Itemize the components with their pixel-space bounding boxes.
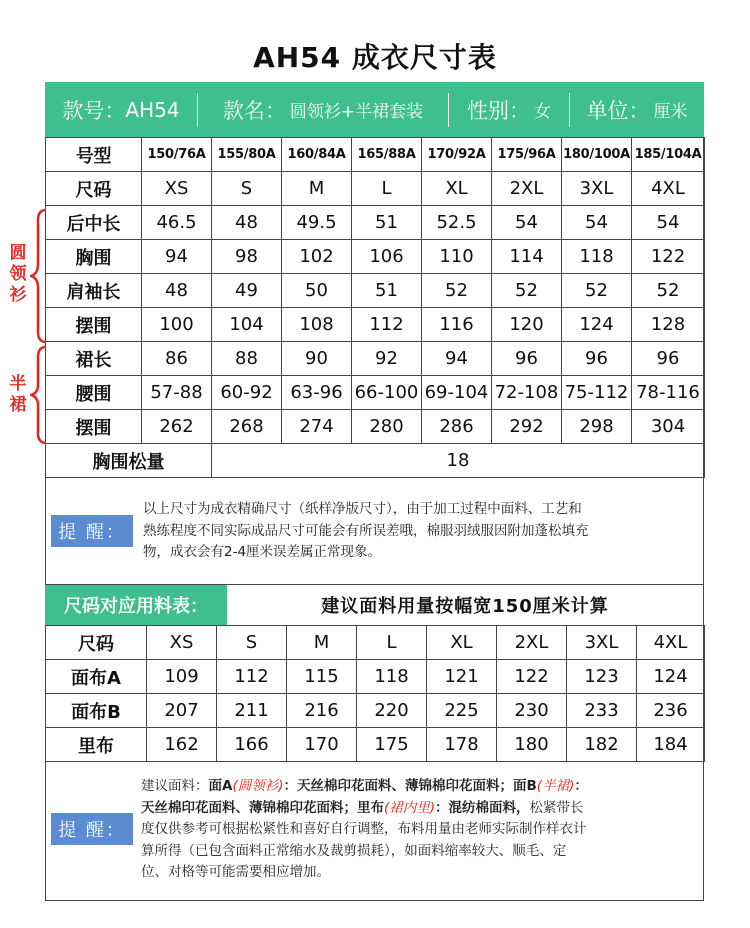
row-label: 面布B [46,694,147,728]
top-garment-label [8,243,28,306]
value-cell: 96 [492,342,562,376]
text-span: 天丝棉印花面料、薄锦棉印花面料；里布 [141,799,384,816]
value-cell: 121 [427,660,497,694]
side-char: 领 [9,264,27,284]
size-cell: XL [422,172,492,206]
model-cell: 185/104A [632,138,705,172]
value-cell: 124 [637,660,705,694]
value-cell: 286 [422,410,492,444]
size-table [45,137,705,478]
text-span: (半裙) [536,778,575,794]
text-span: ：混纺棉面料， [435,799,530,816]
top-brace-icon [30,208,48,344]
row-label: 里布 [46,728,147,762]
model-cell: 155/80A [212,138,282,172]
value-cell: 180 [497,728,567,762]
reminder-badge: 提 醒： [51,813,133,845]
size-cell: L [357,626,427,660]
value-cell: 304 [632,410,705,444]
row-label: 面布A [46,660,147,694]
value-cell: 122 [497,660,567,694]
size-cell: XS [142,172,212,206]
text-span: 面A [208,778,233,794]
value-cell: 52 [562,274,632,308]
side-char: 半 [9,374,27,394]
value-cell: 49 [212,274,282,308]
reminder-text [143,499,699,564]
value-cell: 52 [492,274,562,308]
value-cell: 90 [282,342,352,376]
value-cell: 66-100 [352,376,422,410]
style-name-value: 圆领衫+半裙套装 [289,102,424,122]
value-cell: 51 [352,274,422,308]
text-span: (裙内里) [384,799,436,816]
model-cell: 165/88A [352,138,422,172]
value-cell: 52 [632,274,705,308]
value-cell: 102 [282,240,352,274]
side-char: 裙 [9,395,27,415]
row-label: 后中长 [46,206,142,240]
value-cell: 63-96 [282,376,352,410]
value-cell: 178 [427,728,497,762]
measure-row-bust [46,240,705,274]
size-cell: 2XL [492,172,562,206]
reminder-line [141,776,701,798]
text-span: (圆领衫) [232,778,284,794]
value-cell: 51 [352,206,422,240]
bottom-garment-label [8,374,28,416]
value-cell: 225 [427,694,497,728]
value-cell: 69-104 [422,376,492,410]
value-cell: 96 [562,342,632,376]
value-cell: 52.5 [422,206,492,240]
value-cell: 115 [287,660,357,694]
model-cell: 180/100A [562,138,632,172]
value-cell: 52 [422,274,492,308]
text-span: ：天丝棉印花面料、薄锦棉印花面料；面B [283,778,537,794]
style-name [198,82,448,137]
size-cell: S [217,626,287,660]
value-cell: 54 [632,206,705,240]
text-span: ： [574,778,588,794]
value-cell: 118 [357,660,427,694]
size-cell: M [287,626,357,660]
header-bar [45,82,704,137]
value-cell: 233 [567,694,637,728]
size-cell: 3XL [562,172,632,206]
value-cell: 211 [217,694,287,728]
value-cell: 50 [282,274,352,308]
reminder-badge: 提 醒： [51,515,133,547]
fabric-section-bar [45,584,704,626]
value-cell: 182 [567,728,637,762]
size-cell: 2XL [497,626,567,660]
value-cell: 268 [212,410,282,444]
reminder-line: 熟练程度不同实际成品尺寸可能会有所误差哦，棉服羽绒服因附加蓬松填充 [143,522,589,539]
style-number-label: 款号： [62,98,126,123]
value-cell: 75-112 [562,376,632,410]
size-cell: M [282,172,352,206]
value-cell: 57-88 [142,376,212,410]
style-number [45,82,197,137]
value-cell: 207 [147,694,217,728]
unit-value: 厘米 [653,102,688,122]
value-cell: 78-116 [632,376,705,410]
size-cell: 4XL [637,626,705,660]
model-cell: 160/84A [282,138,352,172]
value-cell: 112 [352,308,422,342]
size-header: 尺码 [46,172,142,206]
style-number-value: AH54 [125,97,180,122]
unit-label: 单位： [586,98,650,123]
value-cell: 100 [142,308,212,342]
reminder-line: 以上尺寸为成衣精确尺寸（纸样净版尺寸），由于加工过程中面料、工艺和 [143,501,582,517]
fabric-width-note: 建议面料用量按幅宽150厘米计算 [321,596,609,617]
value-cell: 110 [422,240,492,274]
value-cell: 274 [282,410,352,444]
model-cell: 175/96A [492,138,562,172]
value-cell: 98 [212,240,282,274]
value-cell: 118 [562,240,632,274]
model-header: 号型 [46,138,142,172]
value-cell: 60-92 [212,376,282,410]
measure-row-back-length [46,206,705,240]
fabric-row-lining [46,728,705,762]
reminder-line: 算所得（已包含面料正常缩水及裁剪损耗），如面料缩率较大、顺毛、定 [141,842,567,859]
ease-value: 18 [212,444,705,478]
size-cell: 4XL [632,172,705,206]
text-span: 松紧带长 [529,799,584,816]
gender-value: 女 [534,102,551,122]
fabric-section-label: 尺码对应用料表： [45,585,227,625]
row-label: 肩袖长 [46,274,142,308]
measure-row-hem-top [46,308,705,342]
fabric-size-row [46,626,705,660]
reminder-line: 度仅供参考可根据松紧性和喜好自行调整，布料用量由老师实际制作样衣计 [141,821,587,837]
value-cell: 92 [352,342,422,376]
fabric-row-a [46,660,705,694]
measure-row-waist [46,376,705,410]
value-cell: 123 [567,660,637,694]
value-cell: 166 [217,728,287,762]
value-cell: 88 [212,342,282,376]
value-cell: 170 [287,728,357,762]
value-cell: 216 [287,694,357,728]
row-label: 摆围 [46,410,142,444]
row-label: 裙长 [46,342,142,376]
value-cell: 292 [492,410,562,444]
measure-row-hem-skirt [46,410,705,444]
value-cell: 94 [422,342,492,376]
value-cell: 108 [282,308,352,342]
value-cell: 72-108 [492,376,562,410]
measure-row-skirt-length [46,342,705,376]
reminder-2 [45,762,704,901]
reminder-line: 物，成衣会有2-4厘米误差属正常现象。 [143,544,382,560]
reminder-1 [45,479,704,584]
gender [449,82,569,137]
reminder-line [141,798,701,820]
value-cell: 124 [562,308,632,342]
value-cell: 106 [352,240,422,274]
value-cell: 162 [147,728,217,762]
value-cell: 122 [632,240,705,274]
ease-row [46,444,705,478]
value-cell: 96 [632,342,705,376]
value-cell: 48 [212,206,282,240]
value-cell: 262 [142,410,212,444]
value-cell: 54 [492,206,562,240]
value-cell: 86 [142,342,212,376]
value-cell: 230 [497,694,567,728]
value-cell: 120 [492,308,562,342]
value-cell: 236 [637,694,705,728]
bottom-brace-icon [30,345,48,445]
gender-label: 性别： [467,98,530,123]
fabric-table [45,625,705,762]
size-cell: XS [147,626,217,660]
page-title: AH54 成衣尺寸表 [253,41,497,74]
style-name-label: 款名： [222,98,286,123]
size-row [46,172,705,206]
value-cell: 220 [357,694,427,728]
value-cell: 54 [562,206,632,240]
model-row [46,138,705,172]
value-cell: 94 [142,240,212,274]
size-cell: L [352,172,422,206]
ease-label: 胸围松量 [46,444,212,478]
value-cell: 48 [142,274,212,308]
reminder-text [141,776,701,884]
value-cell: 49.5 [282,206,352,240]
side-char: 圆 [9,243,27,263]
value-cell: 184 [637,728,705,762]
model-cell: 150/76A [142,138,212,172]
model-cell: 170/92A [422,138,492,172]
row-label: 腰围 [46,376,142,410]
fabric-row-b [46,694,705,728]
value-cell: 128 [632,308,705,342]
measure-row-sleeve [46,274,705,308]
value-cell: 280 [352,410,422,444]
reminder-line: 位、对格等可能需要相应增加。 [141,864,330,880]
row-label: 胸围 [46,240,142,274]
value-cell: 104 [212,308,282,342]
size-cell: S [212,172,282,206]
value-cell: 298 [562,410,632,444]
value-cell: 175 [357,728,427,762]
value-cell: 114 [492,240,562,274]
row-label: 摆围 [46,308,142,342]
side-char: 衫 [9,285,27,305]
text-span: 建议面料： [141,778,209,794]
size-cell: 3XL [567,626,637,660]
value-cell: 46.5 [142,206,212,240]
unit [570,82,704,137]
value-cell: 116 [422,308,492,342]
size-cell: XL [427,626,497,660]
value-cell: 112 [217,660,287,694]
value-cell: 109 [147,660,217,694]
size-header: 尺码 [46,626,147,660]
